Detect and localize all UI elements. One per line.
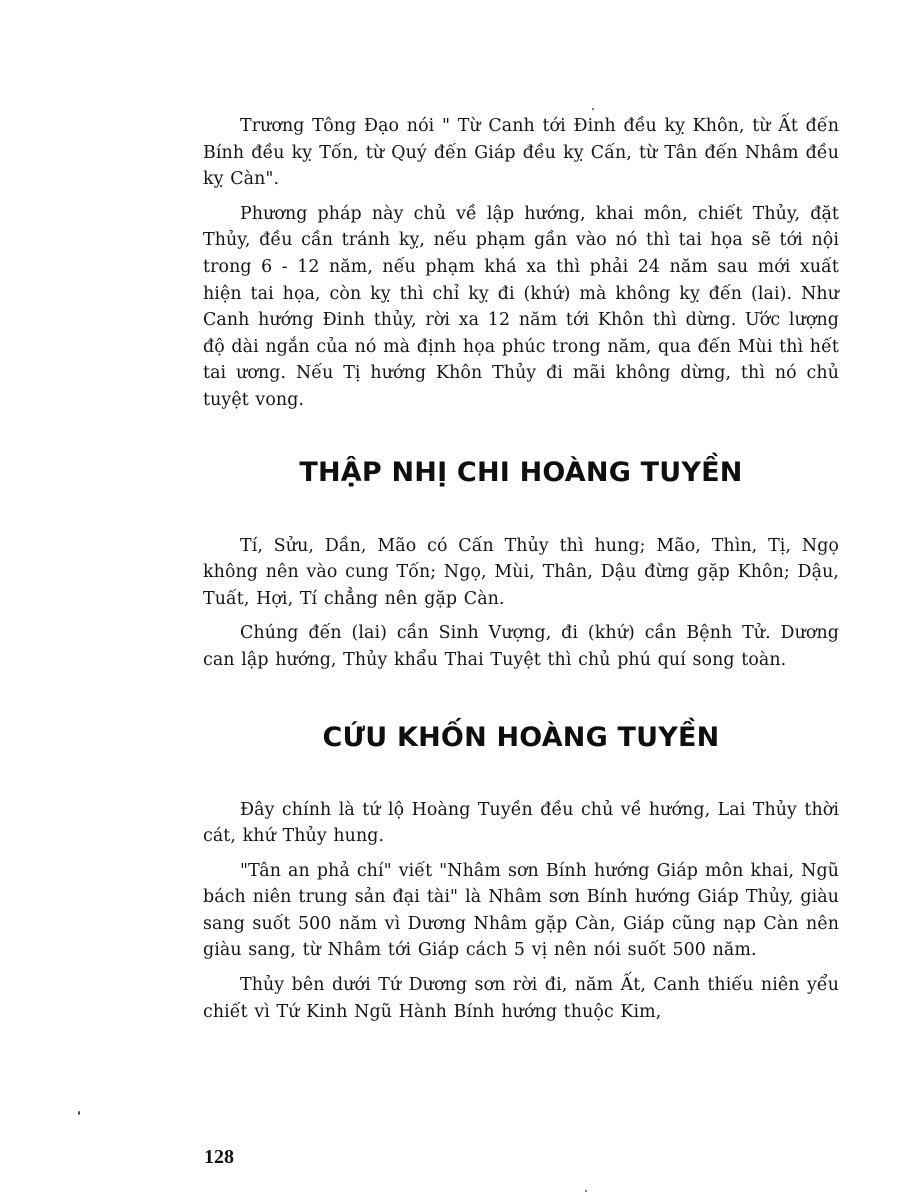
scan-speck [585,1190,587,1192]
paragraph-phuong-phap: Phương pháp này chủ về lập hướng, khai môn, chiết Thủy, đặt Thủy, đều cần tránh kỵ, nếu phạm gần vào nó thì tai họa sẽ tới nội trong 6 - 12 năm, nếu phạm khá xa thì phải 24 năm sau mới xuất hiện tai họa, còn kỵ thì chỉ kỵ đi (khứ) mà không kỵ đến (lai). Như Canh hướng Đinh thủy, rời xa 12 năm tới Khôn thì dừng. Ước lượng độ dài ngắn của nó mà định họa phúc trong năm, qua đến Mùi thì hết tai ương. Nếu Tị hướng Khôn Thủy đi mãi không dừng, thì nó chủ tuyệt vong. [203,203,839,410]
page-number: 128 [204,1146,234,1168]
paragraph-truong-tong-dao: Trương Tông Đạo nói " Từ Canh tới Đinh đều kỵ Khôn, từ Ất đến Bính đều kỵ Tốn, từ Quý đến Giáp đều kỵ Cấn, từ Tân đến Nhâm đều kỵ Càn". [203,116,839,190]
paragraph-chung-den: Chúng đến (lai) cần Sinh Vượng, đi (khứ) cần Bệnh Tử. Dương can lập hướng, Thủy khẩu Thai Tuyệt thì chủ phú quí song toàn. [203,623,839,670]
scan-speck [78,1111,80,1115]
scan-speck [592,108,594,110]
paragraph-day-chinh-la: Đây chính là tứ lộ Hoàng Tuyền đều chủ về hướng, Lai Thủy thời cát, khứ Thủy hung. [203,799,839,847]
paragraph-thuy-ben-duoi: Thủy bên dưới Tứ Dương sơn rời đi, năm Ất, Canh thiếu niên yểu chiết vì Tứ Kinh Ngũ Hành Bính hướng thuộc Kim, [203,975,839,1022]
paragraph-tan-an-pha-chi: "Tân an phả chí" viết "Nhâm sơn Bính hướng Giáp môn khai, Ngũ bách niên trung sản đại tài" là Nhâm sơn Bính hướng Giáp Thủy, giàu sang suốt 500 năm vì Dương Nhâm gặp Càn, Giáp cũng nạp Càn nên giàu sang, từ Nhâm tới Giáp cách 5 vị nên nói suốt 500 năm. [203,860,839,961]
paragraph-ti-suu-dan-mao: Tí, Sửu, Dần, Mão có Cấn Thủy thì hung; Mão, Thìn, Tị, Ngọ không nên vào cung Tốn; Ngọ, Mùi, Thân, Dậu đừng gặp Khôn; Dậu, Tuất, Hợi, Tí chẳng nên gặp Càn. [203,535,839,609]
section-heading-thap-nhi-chi: THẬP NHỊ CHI HOÀNG TUYỀN [299,456,743,488]
book-page [203,113,839,1033]
section-heading-cuu-khon: CỨU KHỐN HOÀNG TUYỀN [322,721,720,753]
